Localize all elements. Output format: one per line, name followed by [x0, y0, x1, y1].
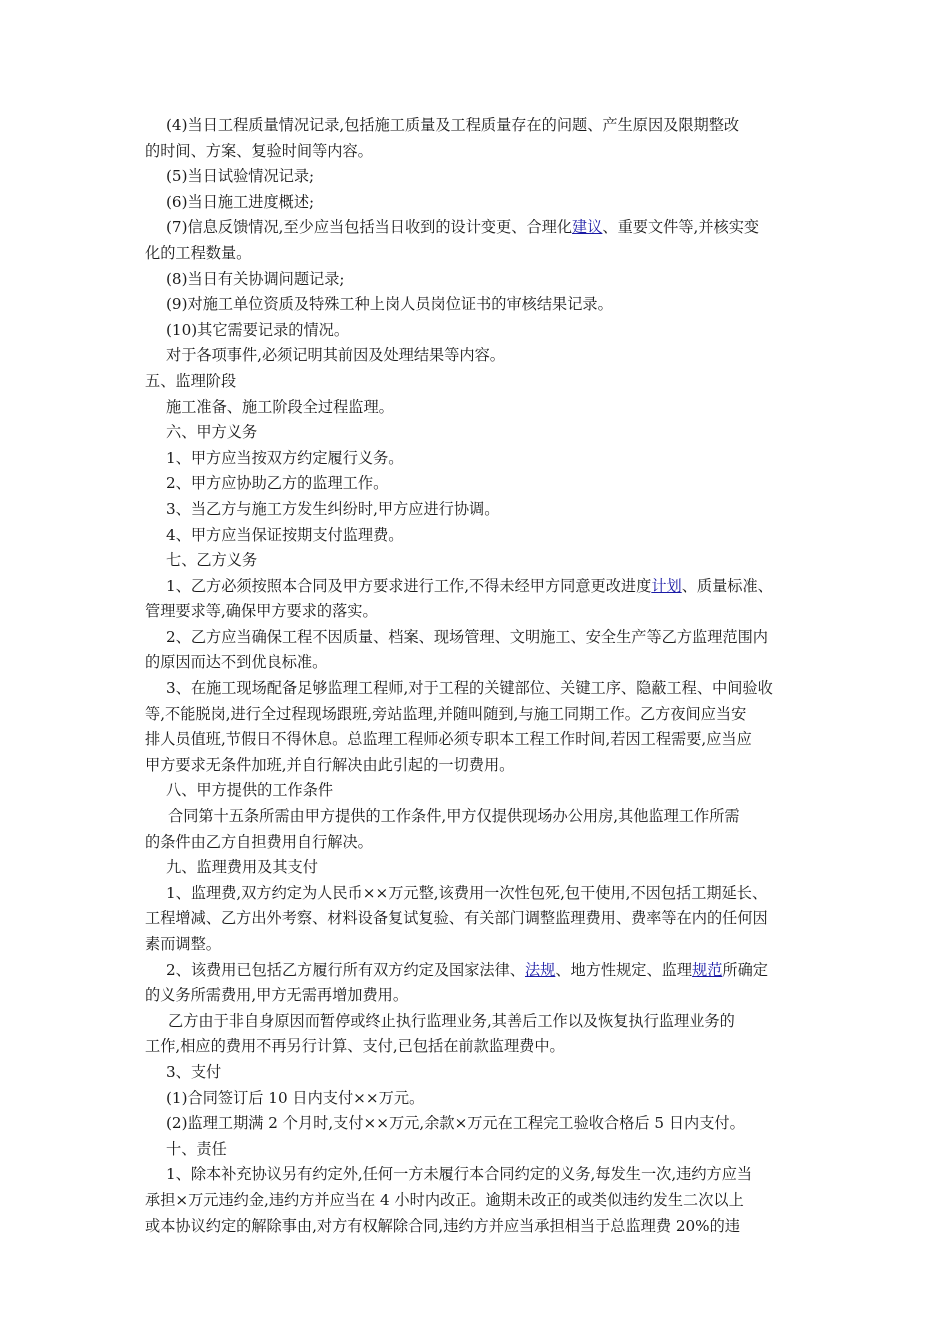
text-run: 2、乙方应当确保工程不因质量、档案、现场管理、文明施工、安全生产等乙方监理范围内 [166, 627, 768, 646]
text-line [145, 625, 813, 651]
text-run: (6)当日施工进度概述; [166, 192, 315, 211]
text-run: 六、甲方义务 [166, 423, 258, 442]
text-line [145, 420, 813, 446]
text-line [145, 215, 813, 241]
text-run: 2、该费用已包括乙方履行所有双方约定及国家法律、 [166, 960, 525, 979]
text-run: 3、在施工现场配备足够监理工程师,对于工程的关键部位、关键工序、隐蔽工程、中间验收 [166, 679, 773, 698]
text-run: 承担×万元违约金,违约方并应当在 4 小时内改正。逾期未改正的或类似违约发生二次以上 [145, 1190, 744, 1209]
text-run: (9)对施工单位资质及特殊工种上岗人员岗位证书的审核结果记录。 [166, 295, 613, 314]
text-run: 合同第十五条所需由甲方提供的工作条件,甲方仅提供现场办公用房,其他监理工作所需 [168, 807, 740, 826]
text-run: 1、除本补充协议另有约定外,任何一方未履行本合同约定的义务,每发生一次,违约方应当 [166, 1165, 753, 1184]
text-line [145, 702, 813, 728]
text-line [145, 676, 813, 702]
text-run: 对于各项事件,必须记明其前因及处理结果等内容。 [166, 346, 505, 365]
text-run: 五、监理阶段 [145, 371, 237, 390]
text-line [145, 1137, 813, 1163]
text-line [145, 267, 813, 293]
text-run: 4、甲方应当保证按期支付监理费。 [166, 525, 404, 544]
text-line [145, 292, 813, 318]
text-line [145, 113, 813, 139]
text-line [145, 164, 813, 190]
text-run: 排人员值班,节假日不得休息。总监理工程师必须专职本工程工作时间,若因工程需要,应当应 [145, 730, 752, 749]
text-run: 1、甲方应当按双方约定履行义务。 [166, 448, 404, 467]
text-line [145, 548, 813, 574]
text-run: 九、监理费用及其支付 [166, 858, 318, 877]
text-run: 化的工程数量。 [145, 243, 252, 262]
text-run: 3、当乙方与施工方发生纠纷时,甲方应进行协调。 [166, 499, 500, 518]
text-run: 、质量标准、 [681, 576, 773, 595]
text-line [145, 958, 813, 984]
text-run: 1、乙方必须按照本合同及甲方要求进行工作,不得未经甲方同意更改进度 [166, 576, 652, 595]
text-line [145, 446, 813, 472]
text-line [145, 1034, 813, 1060]
text-line [145, 574, 813, 600]
text-run: 七、乙方义务 [166, 551, 258, 570]
text-run: 甲方要求无条件加班,并自行解决由此引起的一切费用。 [145, 755, 515, 774]
text-run: 、地方性规定、监理 [555, 960, 693, 979]
text-run: 十、责任 [166, 1139, 227, 1158]
text-line [145, 804, 813, 830]
text-line [145, 881, 813, 907]
text-line [145, 497, 813, 523]
text-run: 工作,相应的费用不再另行计算、支付,已包括在前款监理费中。 [145, 1037, 565, 1056]
text-run: 的原因而达不到优良标准。 [145, 653, 328, 672]
text-run: 、重要文件等,并核实变 [602, 218, 760, 237]
text-run: (7)信息反馈情况,至少应当包括当日收到的设计变更、合理化 [166, 218, 573, 237]
text-line [145, 1009, 813, 1035]
text-run: 等,不能脱岗,进行全过程现场跟班,旁站监理,并随叫随到,与施工同期工作。乙方夜间应当安 [145, 704, 747, 723]
text-line [145, 523, 813, 549]
text-run: 的时间、方案、复验时间等内容。 [145, 141, 373, 160]
text-line [145, 830, 813, 856]
text-run: 3、支付 [166, 1062, 222, 1081]
text-run: 或本协议约定的解除事由,对方有权解除合同,违约方并应当承担相当于总监理费 20%的违 [145, 1216, 740, 1235]
text-line [145, 241, 813, 267]
text-run: 素而调整。 [145, 935, 221, 953]
text-run: 的义务所需费用,甲方无需再增加费用。 [145, 986, 409, 1005]
text-line [145, 778, 813, 804]
text-line [145, 650, 813, 676]
text-run: (1)合同签订后 10 日内支付××万元。 [166, 1088, 425, 1107]
text-run: 所确定 [722, 960, 768, 979]
text-line [145, 395, 813, 421]
text-line [145, 190, 813, 216]
text-line [145, 906, 813, 932]
text-line [145, 983, 813, 1009]
text-run: (10)其它需要记录的情况。 [166, 320, 350, 339]
text-line [145, 855, 813, 881]
text-run: 2、甲方应协助乙方的监理工作。 [166, 474, 389, 493]
text-line [145, 343, 813, 369]
text-line [145, 1086, 813, 1112]
text-run: (5)当日试验情况记录; [166, 167, 315, 186]
text-line [145, 318, 813, 344]
text-line [145, 1188, 813, 1214]
text-run: 工程增减、乙方出外考察、材料设备复试复验、有关部门调整监理费用、费率等在内的任何因 [145, 909, 768, 928]
text-line [145, 471, 813, 497]
text-run: 1、监理费,双方约定为人民币××万元整,该费用一次性包死,包干使用,不因包括工期延长、 [166, 883, 768, 902]
text-run: (4)当日工程质量情况记录,包括施工质量及工程质量存在的问题、产生原因及限期整改 [166, 116, 740, 134]
inline-link[interactable]: 计划 [651, 576, 682, 595]
text-run: 的条件由乙方自担费用自行解决。 [145, 832, 373, 851]
text-line [145, 369, 813, 395]
text-line [145, 753, 813, 779]
document-body [145, 113, 813, 1239]
text-line [145, 727, 813, 753]
text-line [145, 1111, 813, 1137]
inline-link[interactable]: 法规 [524, 960, 556, 979]
text-line [145, 1214, 813, 1240]
text-line [145, 1060, 813, 1086]
text-run: 八、甲方提供的工作条件 [166, 781, 334, 800]
text-run: (8)当日有关协调问题记录; [166, 269, 345, 288]
text-run: 管理要求等,确保甲方要求的落实。 [145, 602, 378, 621]
text-line [145, 932, 813, 958]
text-line [145, 599, 813, 625]
inline-link[interactable]: 规范 [692, 960, 723, 979]
text-run: (2)监理工期满 2 个月时,支付××万元,余款×万元在工程完工验收合格后 5 日内支付。 [166, 1114, 745, 1133]
text-run: 乙方由于非自身原因而暂停或终止执行监理业务,其善后工作以及恢复执行监理业务的 [168, 1011, 735, 1030]
inline-link[interactable]: 建议 [572, 218, 603, 237]
text-line [145, 1162, 813, 1188]
text-run: 施工准备、施工阶段全过程监理。 [166, 397, 394, 416]
text-line [145, 139, 813, 165]
